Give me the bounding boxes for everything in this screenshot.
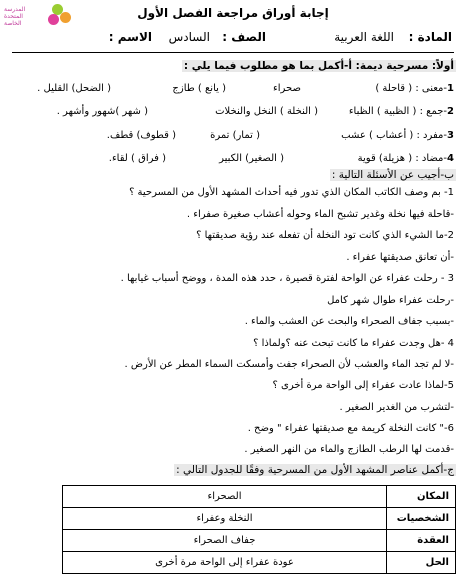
- section2-line4: -أن تعانق صديقتها عفراء .: [346, 252, 454, 263]
- section1-row3-label: 3-مفرد : ( أعشاب ) عشب: [341, 130, 454, 141]
- section2-line3: 2-ما الشيء الذي كانت تود النخلة أن تفعله عند رؤية صديقتها ؟: [196, 230, 454, 241]
- table-value: عودة عفراء إلى الواحة مرة أخرى: [63, 552, 387, 574]
- section2-line12: 6-" كانت النخلة كريمة مع صديقتها عفراء " وضح .: [247, 423, 454, 434]
- section1-row1-a: صحراء: [273, 83, 301, 94]
- section2-heading: ب-أجيب عن الأسئلة التالية :: [331, 169, 454, 181]
- section1-row2-a: ( النخلة ) النخل والنخلات: [215, 106, 318, 117]
- section1-row1-b: ( يانع ) طازج: [172, 83, 226, 94]
- section1-row2-b: ( شهر )شهور وأشهر .: [56, 106, 148, 117]
- table-value: الصحراء: [63, 486, 387, 508]
- section1-row4-b: ( فراق ) لقاء.: [108, 153, 166, 164]
- section2-line8: 4 -هل وجدت عفراء ما كانت تبحث عنه ؟ولماذا ؟: [253, 338, 454, 349]
- name-label: الاسم :: [108, 30, 152, 44]
- story-elements-table: [62, 485, 456, 574]
- grade-label: الصف :: [222, 30, 266, 44]
- section1-row1-c: ( الضحل) القليل .: [37, 83, 111, 94]
- section2-line13: -قدمت لها الرطب الطازج والماء من النهر الصغير .: [244, 444, 454, 455]
- section1-row3-a: ( تمار) تمرة: [210, 130, 260, 141]
- table-key: الحل: [387, 552, 456, 574]
- table-key: العقدة: [387, 530, 456, 552]
- section2-line6: -رحلت عفراء طوال شهر كامل: [327, 295, 454, 306]
- section2-line10: 5-لماذا عادت عفراء إلى الواحة مرة أخرى ؟: [272, 380, 454, 391]
- logo-line2: المتحدة: [4, 13, 23, 20]
- section2-line7: -بسبب جفاف الصحراء والبحث عن العشب والماء .: [244, 316, 454, 327]
- section3-heading: ج-أكمل عناصر المشهد الأول من المسرحية وفقًا للجدول التالي :: [176, 464, 454, 476]
- header-divider: [12, 52, 454, 53]
- table-row: [63, 530, 456, 552]
- table-key: المكان: [387, 486, 456, 508]
- table-value: النخلة وعفراء: [63, 508, 387, 530]
- logo-line1: المدرسة: [4, 6, 26, 13]
- logo-line3: الخاصة: [4, 20, 22, 27]
- section1-row4-a: ( الصغير) الكبير: [219, 153, 284, 164]
- section2-line1: 1- بم وصف الكاتب المكان الذي تدور فيه أحداث المشهد الأول من المسرحية ؟: [129, 187, 454, 198]
- subject-label: المادة :: [408, 30, 452, 44]
- subject-value: اللغة العربية: [334, 30, 394, 44]
- section2-line9: -لا لم تجد الماء والعشب لأن الصحراء جفت وأمسكت السماء المطر عن الأرض .: [124, 359, 454, 370]
- section2-line2: -قاحلة فيها نخلة وغدير تشبح الماء وحوله أعشاب صغيرة صفراء .: [186, 209, 454, 220]
- section1-row2-label: 2-جمع : ( الظبية ) الظباء: [348, 106, 454, 117]
- table-row: [63, 552, 456, 574]
- table-key: الشخصيات: [387, 508, 456, 530]
- section2-line11: -لتشرب من الغدير الصغير .: [339, 402, 454, 413]
- grade-value: السادس: [168, 30, 210, 44]
- section1-heading: أولاً: مسرحية ديمة: أ-أكمل بما هو مطلوب فيما يلي :: [183, 60, 454, 72]
- section1-row3-b: ( قطوف) قطف.: [106, 130, 176, 141]
- table-row: [63, 508, 456, 530]
- section1-row1-label: 1-معنى : ( قاحلة ): [375, 83, 454, 94]
- section2-line5: 3 - رحلت عفراء عن الواحة لفترة قصيرة ، حدد هذه المدة ، ووضح أسباب غيابها .: [120, 273, 454, 284]
- section1-row4-label: 4-مضاد : ( هزيلة) قوية: [357, 153, 454, 164]
- page-title: إجابة أوراق مراجعة الفصل الأول: [137, 6, 329, 20]
- table-row: [63, 486, 456, 508]
- table-value: جفاف الصحراء: [63, 530, 387, 552]
